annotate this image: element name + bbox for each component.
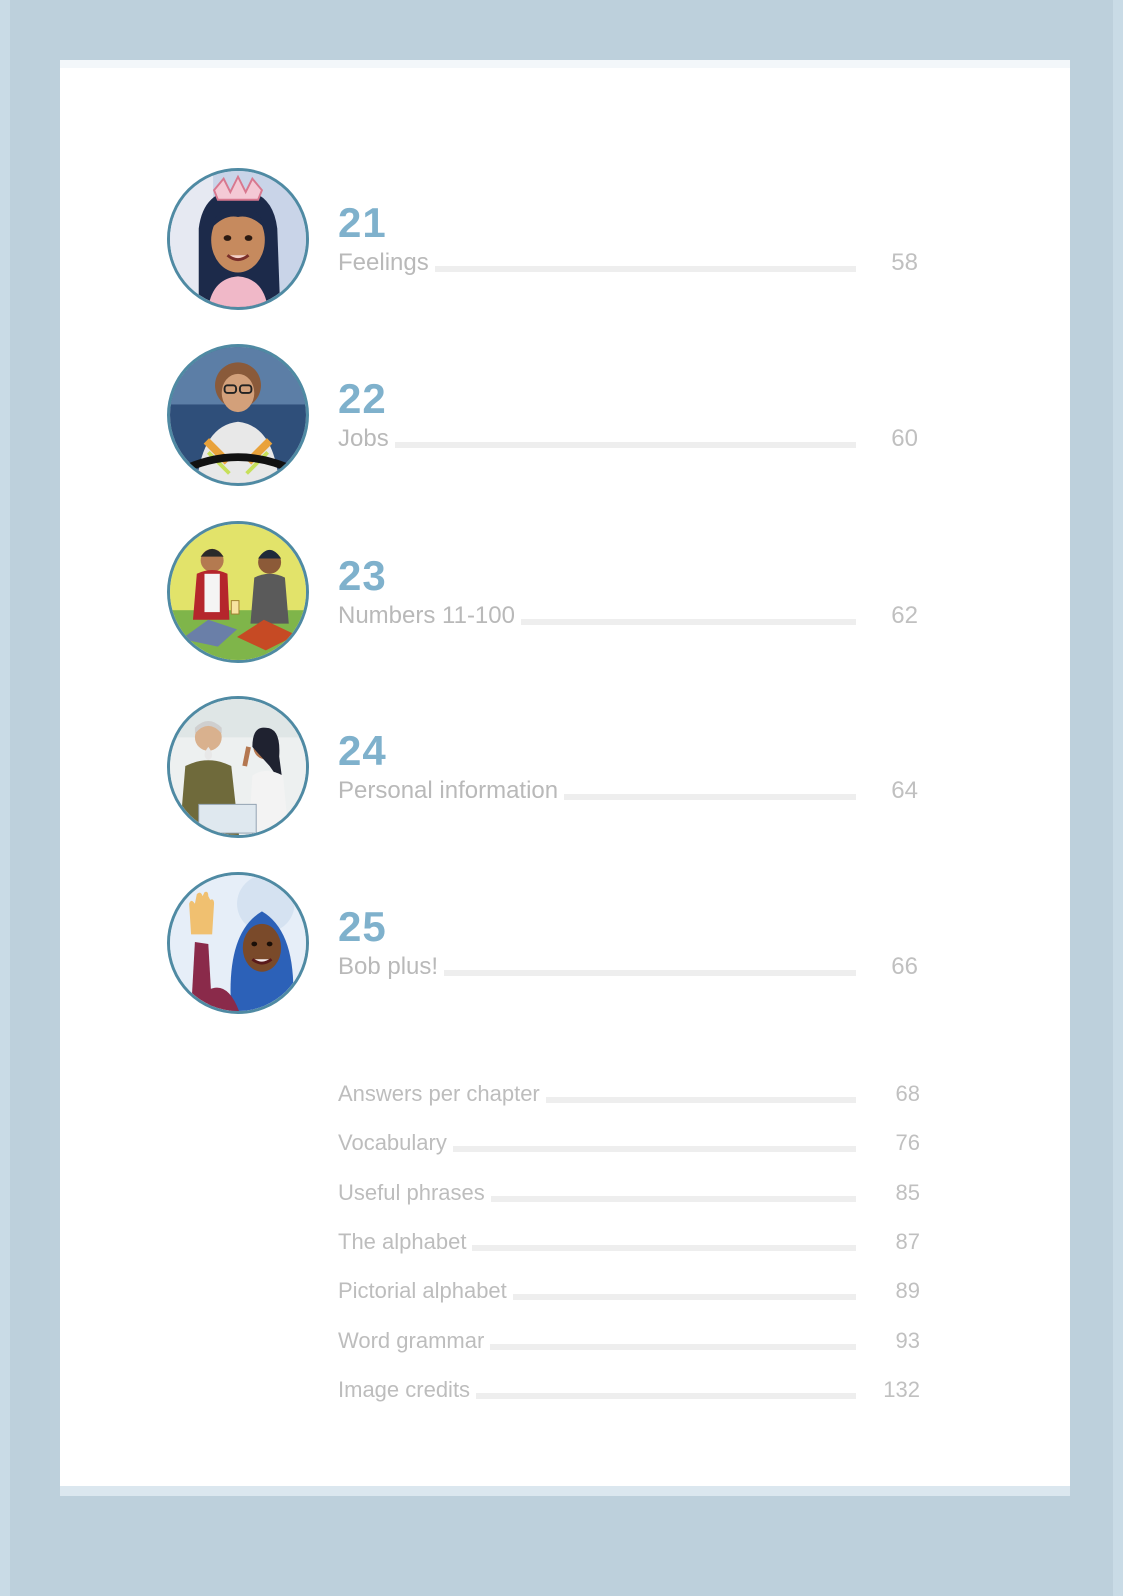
- unit-title: Bob plus!: [338, 955, 444, 979]
- unit-page-number: 64: [891, 777, 918, 804]
- back-matter-label: Useful phrases: [338, 1182, 491, 1204]
- unit-entry-25[interactable]: [60, 872, 1070, 1022]
- unit-number: 24: [338, 727, 387, 774]
- back-matter-label: Vocabulary: [338, 1132, 453, 1154]
- back-matter-item[interactable]: [338, 1083, 920, 1115]
- unit-number: 22: [338, 375, 387, 422]
- man-and-woman-talking-avatar: [167, 696, 309, 838]
- unit-page-number: 60: [891, 425, 918, 452]
- back-matter-page: 132: [883, 1377, 920, 1402]
- unit-entry-22[interactable]: [60, 344, 1070, 494]
- contents-page: [60, 60, 1070, 1496]
- back-matter-item[interactable]: [338, 1132, 920, 1164]
- back-matter-label: Image credits: [338, 1379, 476, 1401]
- unit-title: Feelings: [338, 251, 435, 275]
- girl-with-crown-avatar: [167, 168, 309, 310]
- back-matter-item[interactable]: [338, 1280, 920, 1312]
- unit-title: Personal information: [338, 779, 564, 803]
- back-matter-item[interactable]: [338, 1379, 920, 1411]
- back-matter-page: 85: [895, 1180, 920, 1205]
- back-matter-page: 68: [895, 1081, 920, 1106]
- woman-in-hijab-waving-avatar: [167, 872, 309, 1014]
- unit-entry-23[interactable]: [60, 521, 1070, 671]
- back-matter-label: The alphabet: [338, 1231, 472, 1253]
- back-matter-page: 87: [895, 1229, 920, 1254]
- unit-entry-21[interactable]: [60, 168, 1070, 318]
- unit-page-number: 66: [891, 953, 918, 980]
- back-matter-item[interactable]: [338, 1231, 920, 1263]
- driver-in-safety-vest-avatar: [167, 344, 309, 486]
- unit-entry-24[interactable]: [60, 696, 1070, 846]
- back-matter-page: 76: [895, 1130, 920, 1155]
- back-matter-label: Answers per chapter: [338, 1083, 546, 1105]
- unit-number: 21: [338, 199, 387, 246]
- back-matter-page: 89: [895, 1278, 920, 1303]
- unit-number: 25: [338, 903, 387, 950]
- unit-number: 23: [338, 552, 387, 599]
- two-people-picnic-avatar: [167, 521, 309, 663]
- back-matter-page: 93: [895, 1328, 920, 1353]
- unit-title: Jobs: [338, 427, 395, 451]
- unit-page-number: 58: [891, 249, 918, 276]
- unit-title: Numbers 11-100: [338, 604, 521, 628]
- page-top-band: [60, 60, 1070, 68]
- page-bottom-band: [60, 1486, 1070, 1496]
- back-matter-label: Word grammar: [338, 1330, 490, 1352]
- back-matter-label: Pictorial alphabet: [338, 1280, 513, 1302]
- back-matter-item[interactable]: [338, 1330, 920, 1362]
- unit-page-number: 62: [891, 602, 918, 629]
- dot-leader: [338, 442, 856, 448]
- back-matter-item[interactable]: [338, 1182, 920, 1214]
